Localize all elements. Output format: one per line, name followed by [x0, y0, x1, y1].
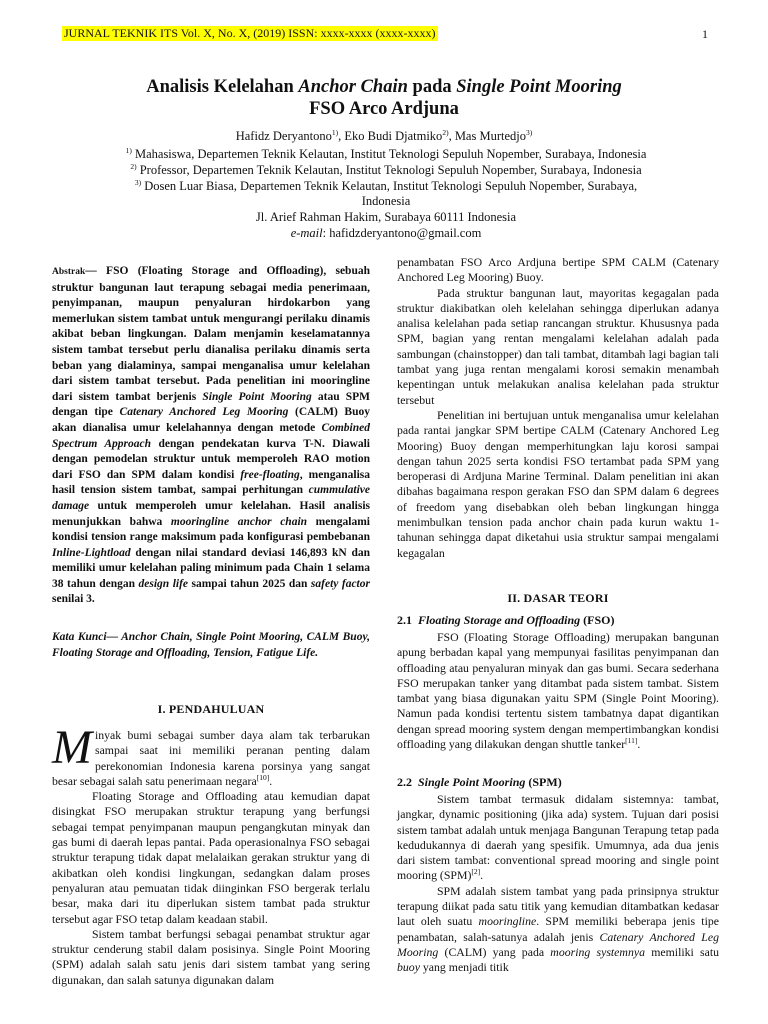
drop-cap: M — [52, 721, 92, 774]
paper-title: Analisis Kelelahan Anchor Chain pada Single Point Mooring FSO Arco Ardjuna — [146, 77, 622, 119]
intro-continued: penambatan FSO Arco Ardjuna bertipe SPM CALM (Catenary Anchored Leg Mooring) Buoy. Pada struktur bangunan laut, mayoritas kegagalan pada struktur diakibatkan oleh kelelahan sehingga diperlukan adanya analisa kelelahan pada setiap rancangan struktur. Khususnya pada SPM, bagian yang rentan mengalami kelelahan adalah pada sambungan (chainstopper) dan tali tambat, ditambah lagi bagian tali tambat yang juga rentan mengalami korosi semakin menambah kepentingan untuk melakukan analisa kelelahan pada struktur tersebut Penelitian ini bertujuan untuk menganalisa umur kelelahan pada rantai jangkar SPM bertipe CALM (Catenary Anchored Leg Mooring) Buoy dengan memperhitungkan laju korosi sampai dengan tahun 2025 serta kondisi FSO tertambat pada SPM yang beroperasi di Ardjuna Marine Terminal. Dalam penelitian ini akan dibahas bagaimana respon gerakan FSO dan SPM dalam 6 degrees of freedom yang disebabkan oleh beban lingkungan hingga menimbulkan tension pada anchor chain pada kurun waktu 1-tahunan sehingga dapat diketahui usia struktur sampai mengalami kegagalan — [397, 255, 719, 560]
address: Jl. Arief Rahman Hakim, Surabaya 60111 Indonesia — [255, 210, 517, 224]
section-heading-dasar-teori: II. DASAR TEORI — [507, 591, 609, 605]
author-list: Hafidz Deryantono$^{1)}$, Eko Budi Djatmiko$^{2)}$, Mas Murtedjo$^{3)}$ — [235, 127, 533, 143]
fso-body: FSO (Floating Storage Offloading) merupakan bangunan apung berbadan kapal yang mempunyai fasilitas penyimpanan dan offloading atau penyaluran minyak dan gas bumi. Secara sederhana FSO merupakan tanker yang ditambat pada sistem tambat. Sistem tambat yang biasa digunakan yaitu SPM (Single Point Mooring). Namun pada kondisi tertentu sistem tambatnya dapat digantikan dengan spread mooring system dengan mempertimbangkan kondisi offloading yang dilakukan dengan shuttle tanker[11]. — [397, 630, 719, 752]
section-heading-introduction: I. PENDAHULUAN — [157, 702, 265, 716]
abstract: Abstrak— FSO (Floating Storage and Offloading), sebuah struktur bangunan laut terapung sebagai media penerimaan, penyimpanan, maupun penyaluran hirdokarbon yang memerlukan sistem tambat untuk mengurangi perilaku dinamis akibat beban lingkungan. Dalam menjamin keselamatannya sistem tambat tersebut perlu dianalisa perilaku dinamis serta beban yang dialaminya, sampai menganalisa umur kelelahan dari sistem tambat tersebut. Pada penelitian ini mooringline dari sistem tambat berjenis Single Point Mooring atau SPM dengan tipe Catenary Anchored Leg Mooring (CALM) Buoy akan dianalisa umur kelelahannya dengan metode Combined Spectrum Approach dengan pendekatan kurva T-N. Diawali dengan pemodelan struktur untuk memperoleh RAO motion dari FSO dan SPM dalam kondisi free-floating, menganalisa hasil tension sistem tambat, sampai perhitungan cummulative damage untuk memperoleh umur kelelahan. Hasil analisis menunjukkan bahwa mooringline anchor chain mengalami kondisi tension range maksimum pada konfigurasi pembebanan Inline-Lightload dengan nilai standard deviasi 146,893 kN dan memiliki umur kelelahan paling minimum pada Chain 1 selama 38 tahun dengan design life sampai tahun 2025 dan safety factor senilai 3. — [52, 265, 371, 606]
introduction-body: Minyak bumi sebagai sumber daya alam tak terbarukan sampai saat ini memiliki peranan penting dalam perekonomian Indonesia karena porsinya yang sangat besar sebagai salah satu penerimaan negara[10]. Floating Storage and Offloading atau kemudian dapat disingkat FSO merupakan struktur terapung yang berfungsi sebagai tempat penyimpanan maupun pengangkutan minyak dan gas bumi di daerah lepas pantai. Pada operasionalnya FSO sebagai struktur terapung tidak dapat melalaikan gerakan struktur yang di akibatkan oleh kondisi lingkungan, sedangkan dalam proses penyaluran atau pemuatan tidak diinginkan FSO bergerak terlalu besar, maka dari itu diperlukan sistem tambat pada struktur tersebut agar FSO tetap dalam keadaan stabil. Sistem tambat berfungsi sebagai penambat struktur agar struktur cenderung stabil dalam posisinya. Single Point Mooring (SPM) adalah salah satu jenis dari sistem tambat yang sering digunakan, dan salah satunya digunakan dalam — [52, 721, 370, 987]
subsection-heading-spm: 2.2 Single Point Mooring (SPM) — [397, 775, 562, 789]
email: e-mail: hafidzderyantono@gmail.com — [290, 226, 482, 240]
keywords: Kata Kunci— Anchor Chain, Single Point Mooring, CALM Buoy, Floating Storage and Offloading, Tension, Fatigue Life. — [52, 631, 370, 659]
subsection-heading-fso: 2.1 Floating Storage and Offloading (FSO) — [397, 613, 615, 627]
affiliation-3: $^{3)}$ Dosen Luar Biasa, Departemen Teknik Kelautan, Institut Teknologi Sepuluh Nopember, Surabaya, Indonesia — [134, 177, 638, 208]
affiliation-1: $^{1)}$ Mahasiswa, Departemen Teknik Kelautan, Institut Teknologi Sepuluh Nopember, Surabaya, Indonesia — [125, 145, 647, 161]
page-number: 1 — [702, 27, 708, 41]
journal-header: JURNAL TEKNIK ITS Vol. X, No. X, (2019) ISSN: xxxx-xxxx (xxxx-xxxx) — [64, 26, 436, 40]
spm-body: Sistem tambat termasuk didalam sistemnya: tambat, jangkar, dynamic positioning (jika ada) system. Tujuan dari posisi sistem tambat adalah untuk menjaga Bangunan Terapung tetap pada kedudukannya di daerah yang spesifik. Umumnya, ada dua jenis dari sistem tambat: conventional spread mooring and single point mooring (SPM)[2]. SPM adalah sistem tambat yang pada prinsipnya struktur terapung diikat pada satu titik yang kemudian ditambatkan kedasar laut oleh suatu mooringline. SPM memiliki beberapa jenis tipe penambatan, salah-satunya adalah jenis Catenary Anchored Leg Mooring (CALM) yang pada mooring systemnya memiliki satu buoy yang menjadi titik — [397, 792, 720, 975]
affiliation-2: $^{2)}$ Professor, Departemen Teknik Kelautan, Institut Teknologi Sepuluh Nopember, Surabaya, Indonesia — [130, 161, 642, 177]
